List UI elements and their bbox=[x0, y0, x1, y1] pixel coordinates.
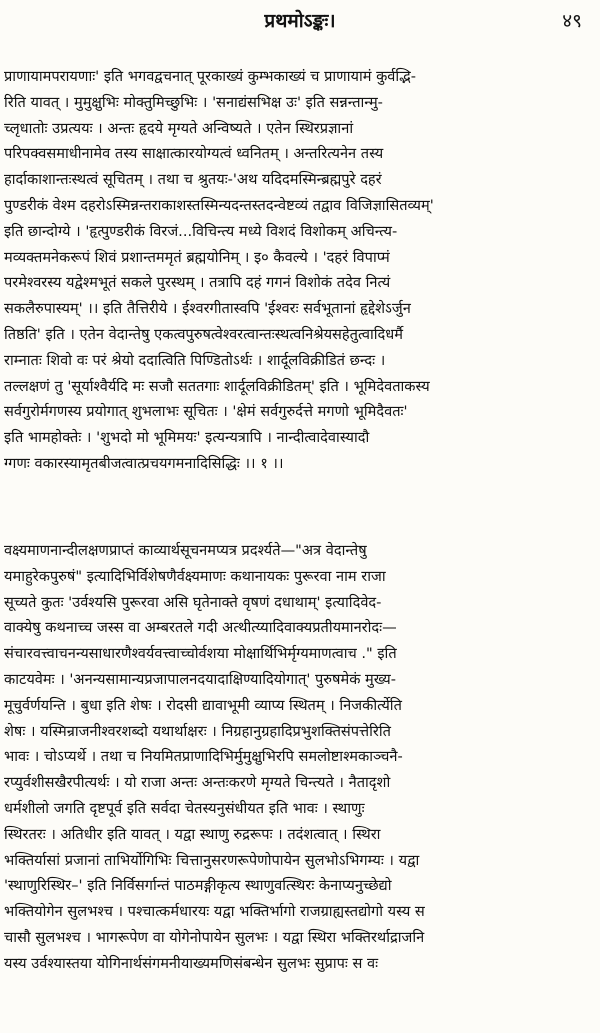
text-line: रिति यावत् । मुमुक्षुभिः मोक्तुमिच्छुभिः । 'सनाद्यंसभिक्ष उः' इति सन्नन्तान्मु- bbox=[4, 93, 383, 111]
text-line: परिपक्वसमाधीनामेव तस्य साक्षात्कारयोग्यत्वं ध्वनितम् । अन्तरित्यनेन तस्य bbox=[4, 145, 384, 163]
commentary-paragraph bbox=[4, 538, 596, 977]
page-number: ४९ bbox=[562, 10, 582, 32]
text-line: परमेश्वरस्य यद्वेश्मभूतं सकले पुरस्थम् । तत्रापि दहं गगनं विशोकं तदेव नित्यं bbox=[4, 274, 391, 292]
text-line: पुण्डरीकं वेश्म दहरोऽस्मिन्नन्तराकाशस्तस्मिन्यदन्तस्तदन्वेष्टव्यं तद्वाव विजिज्ञासितव्यम्' bbox=[4, 196, 434, 214]
running-head bbox=[0, 6, 600, 36]
commentary-paragraph bbox=[4, 64, 596, 477]
text-line: यस्य उर्वश्यास्तया योगिनार्थसंगमनीयाख्यमणिसंबन्धेन सुलभः सुप्रापः स वः bbox=[4, 954, 379, 972]
text-line: काटयवेमः । 'अनन्यसामान्यप्रजापालनदयादाक्षिण्यादियोगात्' पुरुषमेकं मुख्य- bbox=[4, 670, 397, 688]
text-line: संचारवत्त्वाचनन्यसाधारणैश्वर्यवत्त्वाच्चोर्वशया मोक्षार्थिभिर्मृग्यमाणत्वाच ." इति bbox=[4, 645, 397, 663]
text-line: भावः । चोऽप्यर्थे । तथा च नियमितप्राणादिभिर्मुमुक्षुभिरपि समलोष्टाश्मकाञ्चनै- bbox=[4, 748, 403, 766]
text-line: इति भामहोक्तेः । 'शुभदो मो भूमिमयः' इत्यन्यत्रापि । नान्दीत्वादेवास्यादौ bbox=[4, 429, 370, 447]
text-line: सर्वगुरोर्मगणस्य प्रयोगात् शुभलाभः सूचितः । 'क्षेमं सर्वगुरुर्दत्ते मगणो भूमिदैवतः' bbox=[4, 403, 408, 421]
text-line: शेषः । यस्मिन्राजनीश्वरशब्दो यथार्थाक्षरः । निग्रहानुग्रहादिप्रभुशक्तिसंपत्तेरिति bbox=[4, 722, 391, 740]
text-line: मव्यक्तमनेकरूपं शिवं प्रशान्तममृतं ब्रह्मयोनिम् । इ० कैवल्ये । 'दहरं विपाप्मं bbox=[4, 248, 390, 266]
text-line: वक्ष्यमाणनान्दीलक्षणप्राप्तं काव्यार्थसूचनमप्यत्र प्रदर्श्यते—"अत्र वेदान्तेषु bbox=[4, 542, 367, 559]
text-line: ग्गणः वकारस्यामृतबीजत्वात्प्रचयगमनादिसिद्धिः ।। १ ।। bbox=[4, 454, 284, 472]
text-line: प्राणायामपरायणाः' इति भगवद्वचनात् पूरकाख्यं कुम्भकाख्यं च प्राणायामं कुर्वद्भि- bbox=[4, 68, 416, 85]
text-line: तिष्ठति' इति । एतेन वेदान्तेषु एकत्वपुरुषत्वेश्वरत्वान्तःस्थत्वनिश्रेयसहेतुत्वादिधर्मै bbox=[4, 325, 403, 343]
text-line: सकलैरुपास्यम्' ।। इति तैत्तिरीये । ईश्वरगीतास्वपि 'ईश्वरः सर्वभूतानां हृद्देशेऽर्जुन bbox=[4, 300, 411, 318]
text-line: इति छान्दोग्ये । 'हृत्पुण्डरीकं विरजं...विचिन्त्य मध्ये विशदं विशोकम् अचिन्त्य- bbox=[4, 222, 398, 240]
text-line: हार्दाकाशान्तःस्थत्वं सूचितम् । तथा च श्रुतयः-'अथ यदिदमस्मिन्ब्रह्मपुरे दहरं bbox=[4, 171, 382, 189]
text-line: च्लृधातोः उप्रत्ययः । अन्तः हृदये मृग्यते अन्विष्यते । एतेन स्थिरप्रज्ञानां bbox=[4, 119, 354, 137]
text-line: राम्नातः शिवो वः परं श्रेयो ददात्विति पिण्डितोऽर्थः । शार्दूलविक्रीडितं छन्दः । bbox=[4, 351, 386, 369]
text-line: धर्मशीलो जगति दृष्टपूर्व इति सर्वदा चेतस्यनुसंधीयत इति भावः । स्थाणुः bbox=[4, 799, 365, 817]
text-line: तल्लक्षणं तु 'सूर्याश्वैर्यदि मः सजौ सततगाः शार्दूलविक्रीडितम्' इति । भूमिदेवताकस्य bbox=[4, 377, 430, 395]
text-line: वाक्येषु कथनाच्च जस्स वा अम्बरतले गदी अत्थीत्य्यादिवाक्यप्रतीयमानरोदः— bbox=[4, 619, 397, 637]
text-line: सूच्यते कुतः 'उर्वश्यसि पुरूरवा असि घृतेनाक्ते वृषणं दधाथाम्' इत्यादिवेद- bbox=[4, 593, 382, 611]
text-line: चासौ सुलभश्च । भागरूपेण वा योगेनोपायेन सुलभः । यद्वा स्थिरा भक्तिरर्थाद्राजनि bbox=[4, 928, 425, 946]
running-title: प्रथमोऽङ्कः। bbox=[264, 10, 336, 32]
text-line: मूचुर्वर्णयन्ति । बुधा इति शेषः । रोदसी द्यावाभूमी व्याप्य स्थितम् । निजकीर्त्येति bbox=[4, 696, 402, 714]
text-line: रप्युर्वशीसखैरपीत्यर्थः । यो राजा अन्तः अन्तःकरणे मृग्यते चिन्त्यते । नैतादृशो bbox=[4, 774, 391, 792]
text-line: भक्तियोगेन सुलभश्च । पश्चात्कर्मधारयः यद्वा भक्तिर्भागो राजग्राह्यस्तद्योगो यस्य स bbox=[4, 903, 425, 921]
text-line: यमाहुरेकपुरुषं" इत्यादिभिर्विशेषणैर्वक्ष्यमाणः कथानायकः पुरूरवा नाम राजा bbox=[4, 567, 386, 585]
text-line: स्थिरतरः । अतिधीर इति यावत् । यद्वा स्थाणु रुद्ररूपः । तदंशत्वात् । स्थिरा bbox=[4, 825, 381, 843]
text-line: 'स्थाणुरिस्थिर–' इति निर्विसर्गान्तं पाठमङ्गीकृत्य स्थाणुवत्स्थिरः केनाप्यनुच्छेद्यो bbox=[4, 877, 392, 895]
text-line: भक्तिर्यासां प्रजानां ताभिर्योगिभिः चित्तानुसरणरूपेणोपायेन सुलभोऽभिगम्यः । यद्वा bbox=[4, 851, 420, 869]
